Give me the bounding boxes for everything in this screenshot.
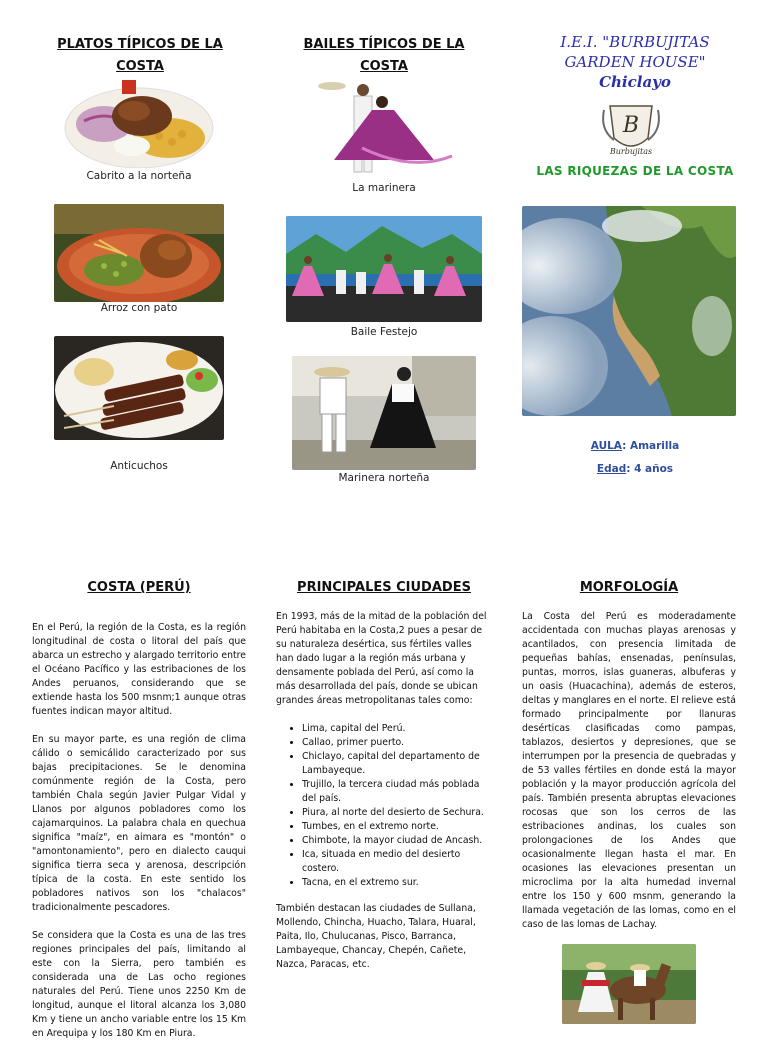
ciudades-intro: En 1993, más de la mitad de la población del Perú habitaba en la Costa,2 pues a pesar de su naturaleza desértica, sus fértiles valles han dado lugar a la región más urbana y densamente poblada del Perú, así como la más desarrollada del país, donde se ubican grandes áreas metropolitanas tales como:	[276, 611, 487, 706]
city-item: • Tacna, en el extremo sur.	[302, 876, 492, 890]
ciudades-title: PRINCIPALES CIUDADES	[297, 580, 471, 595]
aula-value: : Amarilla	[622, 440, 680, 452]
city-item: • Trujillo, la tercera ciudad más poblada del país.	[302, 778, 492, 806]
arroz-con-pato-photo	[54, 204, 224, 302]
school-name-line2: GARDEN HOUSE"	[564, 53, 706, 71]
la-marinera-photo	[302, 76, 466, 176]
costa-paragraph: Se considera que la Costa es una de las tres regiones principales del país, limitando al este con la Sierra, pero también es considerada una de Las ocho regiones naturales del Perú. Tiene unos 2250 Km de longitud, aunque el litoral alcanza los 3,080 Km y tiene un ancho variable entre los 15 Km en Arequipa y los 180 Km en Piura.	[32, 930, 246, 1039]
costa-paragraph: En el Perú, la región de la Costa, es la región longitudinal de costa o litoral del país que abarca un estrecho y alargado territorio entre el Océano Pacífico y las estribaciones de los Andes peruanos, considerando que se extiende hasta los 500 msnm;1 aunque otras fuentes indican mayor altitud.	[32, 622, 246, 717]
marinera-nortena-photo	[292, 356, 476, 470]
morfologia-body	[522, 610, 736, 946]
edad-value: : 4 años	[626, 463, 674, 475]
edad-line	[520, 463, 750, 475]
caballo-de-paso-photo	[562, 944, 696, 1024]
school-logo	[600, 100, 662, 158]
anticuchos-caption: Anticuchos	[110, 460, 168, 472]
satellite-map-image	[522, 206, 736, 416]
arroz-con-pato-caption: Arroz con pato	[100, 302, 178, 314]
school-name-line1: I.E.I. "BURBUJITAS	[560, 33, 710, 51]
school-city: Chiclayo	[599, 73, 671, 91]
city-item: • Tumbes, en el extremo norte.	[302, 820, 492, 834]
cities-list	[276, 722, 492, 890]
ciudades-outro: También destacan las ciudades de Sullana, Mollendo, Chincha, Huacho, Talara, Huaral, Paita, Ilo, Chulucanas, Pisco, Barranca, Lambayeque, Chancay, Chepén, Cañete, Nazca, Paracas, etc.	[276, 903, 476, 970]
la-marinera-caption: La marinera	[352, 182, 416, 194]
platos-title: PLATOS TÍPICOS DE LA COSTA	[57, 37, 223, 74]
bailes-title: BAILES TÍPICOS DE LA COSTA	[303, 37, 465, 74]
cabrito-caption: Cabrito a la norteña	[86, 170, 192, 182]
city-item: • Ica, situada en medio del desierto costero.	[302, 848, 492, 876]
edad-key: Edad	[596, 463, 627, 475]
marinera-nortena-caption: Marinera norteña	[338, 472, 430, 484]
costa-title: COSTA (PERÚ)	[87, 580, 191, 595]
baile-festejo-caption: Baile Festejo	[350, 326, 418, 338]
cover-subtitle: LAS RIQUEZAS DE LA COSTA	[536, 164, 734, 178]
city-item: • Chimbote, la mayor ciudad de Ancash.	[302, 834, 492, 848]
city-item: • Chiclayo, capital del departamento de Lambayeque.	[302, 750, 492, 778]
morfologia-paragraph: La Costa del Perú es moderadamente accidentada con muchas playas arenosas y acantilados, con presencia limitada de pequeñas bahías, ensenadas, penínsulas, puntas, morros, islas guaneras, albuferas y un oasis (Huacachina), además de esteros, deltas y manglares en el norte. El relieve está formado principalmente por llanuras desérticas clasificadas como pampas, tablazos, desiertos y depresiones, que se interrumpen por la presencia de quebradas y de 53 valles fértiles en donde está la mayor población y la mayor producción agrícola del país. También presenta abruptas elevaciones rocosas que son los cerros de las estribaciones andinas, los cuales son prolongaciones de los Andes que ocasionalmente llegan hasta el mar. En ocasiones las elevaciones presentan un microclima por la alta humedad invernal entre los 150 y 600 msnm, generando la llamada vegetación de las lomas, como en el caso de las lomas de Lachay.	[522, 611, 736, 930]
logo-text: Burbujitas	[609, 147, 653, 156]
ciudades-body	[276, 610, 492, 986]
anticuchos-photo	[54, 336, 224, 440]
cabrito-photo	[64, 76, 214, 168]
city-item: • Callao, primer puerto.	[302, 736, 492, 750]
costa-body	[32, 621, 246, 1055]
svg-text:B: B	[622, 113, 640, 138]
city-item: • Piura, al norte del desierto de Sechura.	[302, 806, 492, 820]
city-item: • Lima, capital del Perú.	[302, 722, 492, 736]
baile-festejo-photo	[286, 216, 482, 322]
costa-paragraph: En su mayor parte, es una región de clima cálido o semicálido caracterizado por sus bajas precipitaciones. Se le denomina comúnmente región de la Costa, pero también Chala según Javier Pulgar Vidal y Llanos por algunos pobladores como los cajamarquinos. La palabra chala en quechua significa "maíz", en aimara es "montón" o "amontonamiento", pero en dialecto cauqui significa tierra seca y arenosa, descripción típica de la costa. En este sentido los pobladores nativos son los "chalacos" tradicionalmente pescadores.	[32, 734, 246, 913]
aula-line	[520, 440, 750, 452]
morfologia-title: MORFOLOGÍA	[579, 580, 679, 595]
aula-key: AULA	[590, 440, 623, 452]
